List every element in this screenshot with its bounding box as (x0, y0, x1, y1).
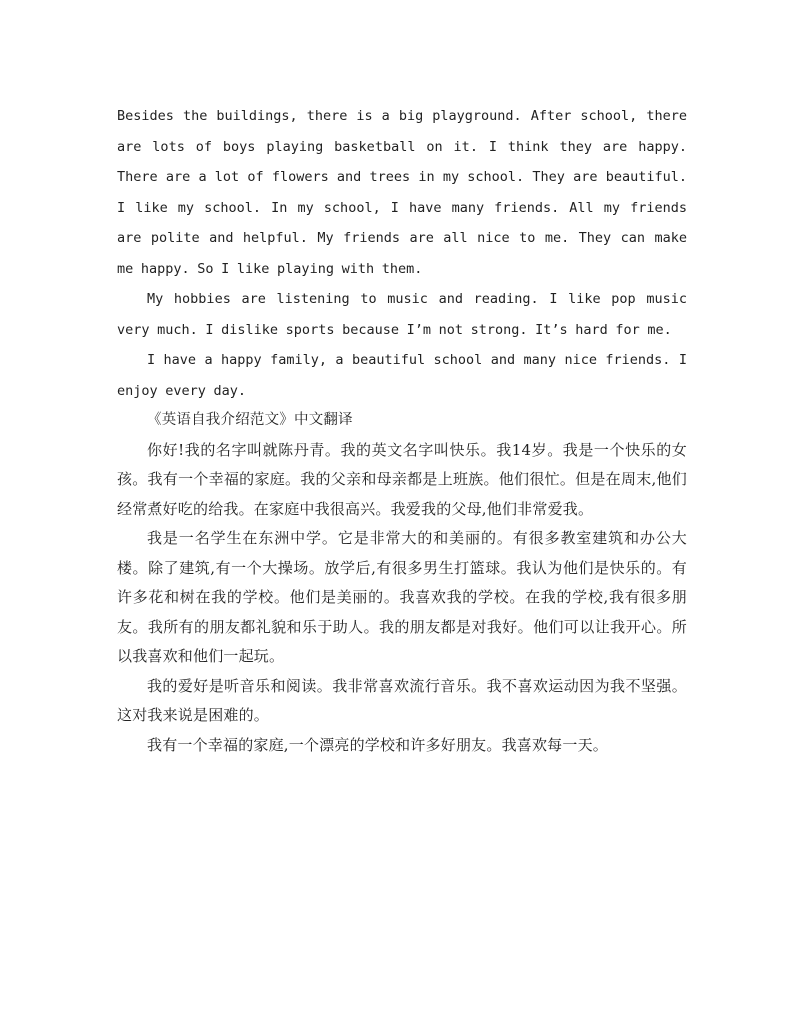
chinese-paragraph-1: 你好!我的名字叫就陈丹青。我的英文名字叫快乐。我14岁。我是一个快乐的女孩。我有一个幸福的家庭。我的父亲和母亲都是上班族。他们很忙。但是在周末,他们经常煮好吃的给我。在家庭中我很高兴。我爱我的父母,他们非常爱我。 (117, 440, 687, 518)
chinese-paragraph-3: 我的爱好是听音乐和阅读。我非常喜欢流行音乐。我不喜欢运动因为我不坚强。这对我来说是困难的。 (117, 676, 687, 724)
translation-heading: 《英语自我介绍范文》中文翻译 (147, 412, 353, 428)
chinese-paragraph-2: 我是一名学生在东洲中学。它是非常大的和美丽的。有很多教室建筑和办公大楼。除了建筑,有一个大操场。放学后,有很多男生打篮球。我认为他们是快乐的。有许多花和树在我的学校。他们是美丽的。我喜欢我的学校。在我的学校,我有很多朋友。我所有的朋友都礼貌和乐于助人。我的朋友都是对我好。他们可以让我开心。所以我喜欢和他们一起玩。 (117, 529, 687, 665)
english-paragraph-1: Besides the buildings, there is a big playground. After school, there are lots of boys playing basketball on it. I think they are happy. There are a lot of flowers and trees in my school. They are beautiful. I like my school. In my school, I have many friends. All my friends are polite and helpful. My friends are all nice to me. They can make me happy. So I like playing with them. (117, 108, 687, 277)
chinese-paragraph-4: 我有一个幸福的家庭,一个漂亮的学校和许多好朋友。我喜欢每一天。 (147, 735, 608, 754)
english-paragraph-3: I have a happy family, a beautiful school and many nice friends. I enjoy every day. (117, 352, 687, 399)
document-body (117, 101, 687, 760)
english-paragraph-2: My hobbies are listening to music and reading. I like pop music very much. I dislike sports because I’m not strong. It’s hard for me. (117, 291, 687, 338)
